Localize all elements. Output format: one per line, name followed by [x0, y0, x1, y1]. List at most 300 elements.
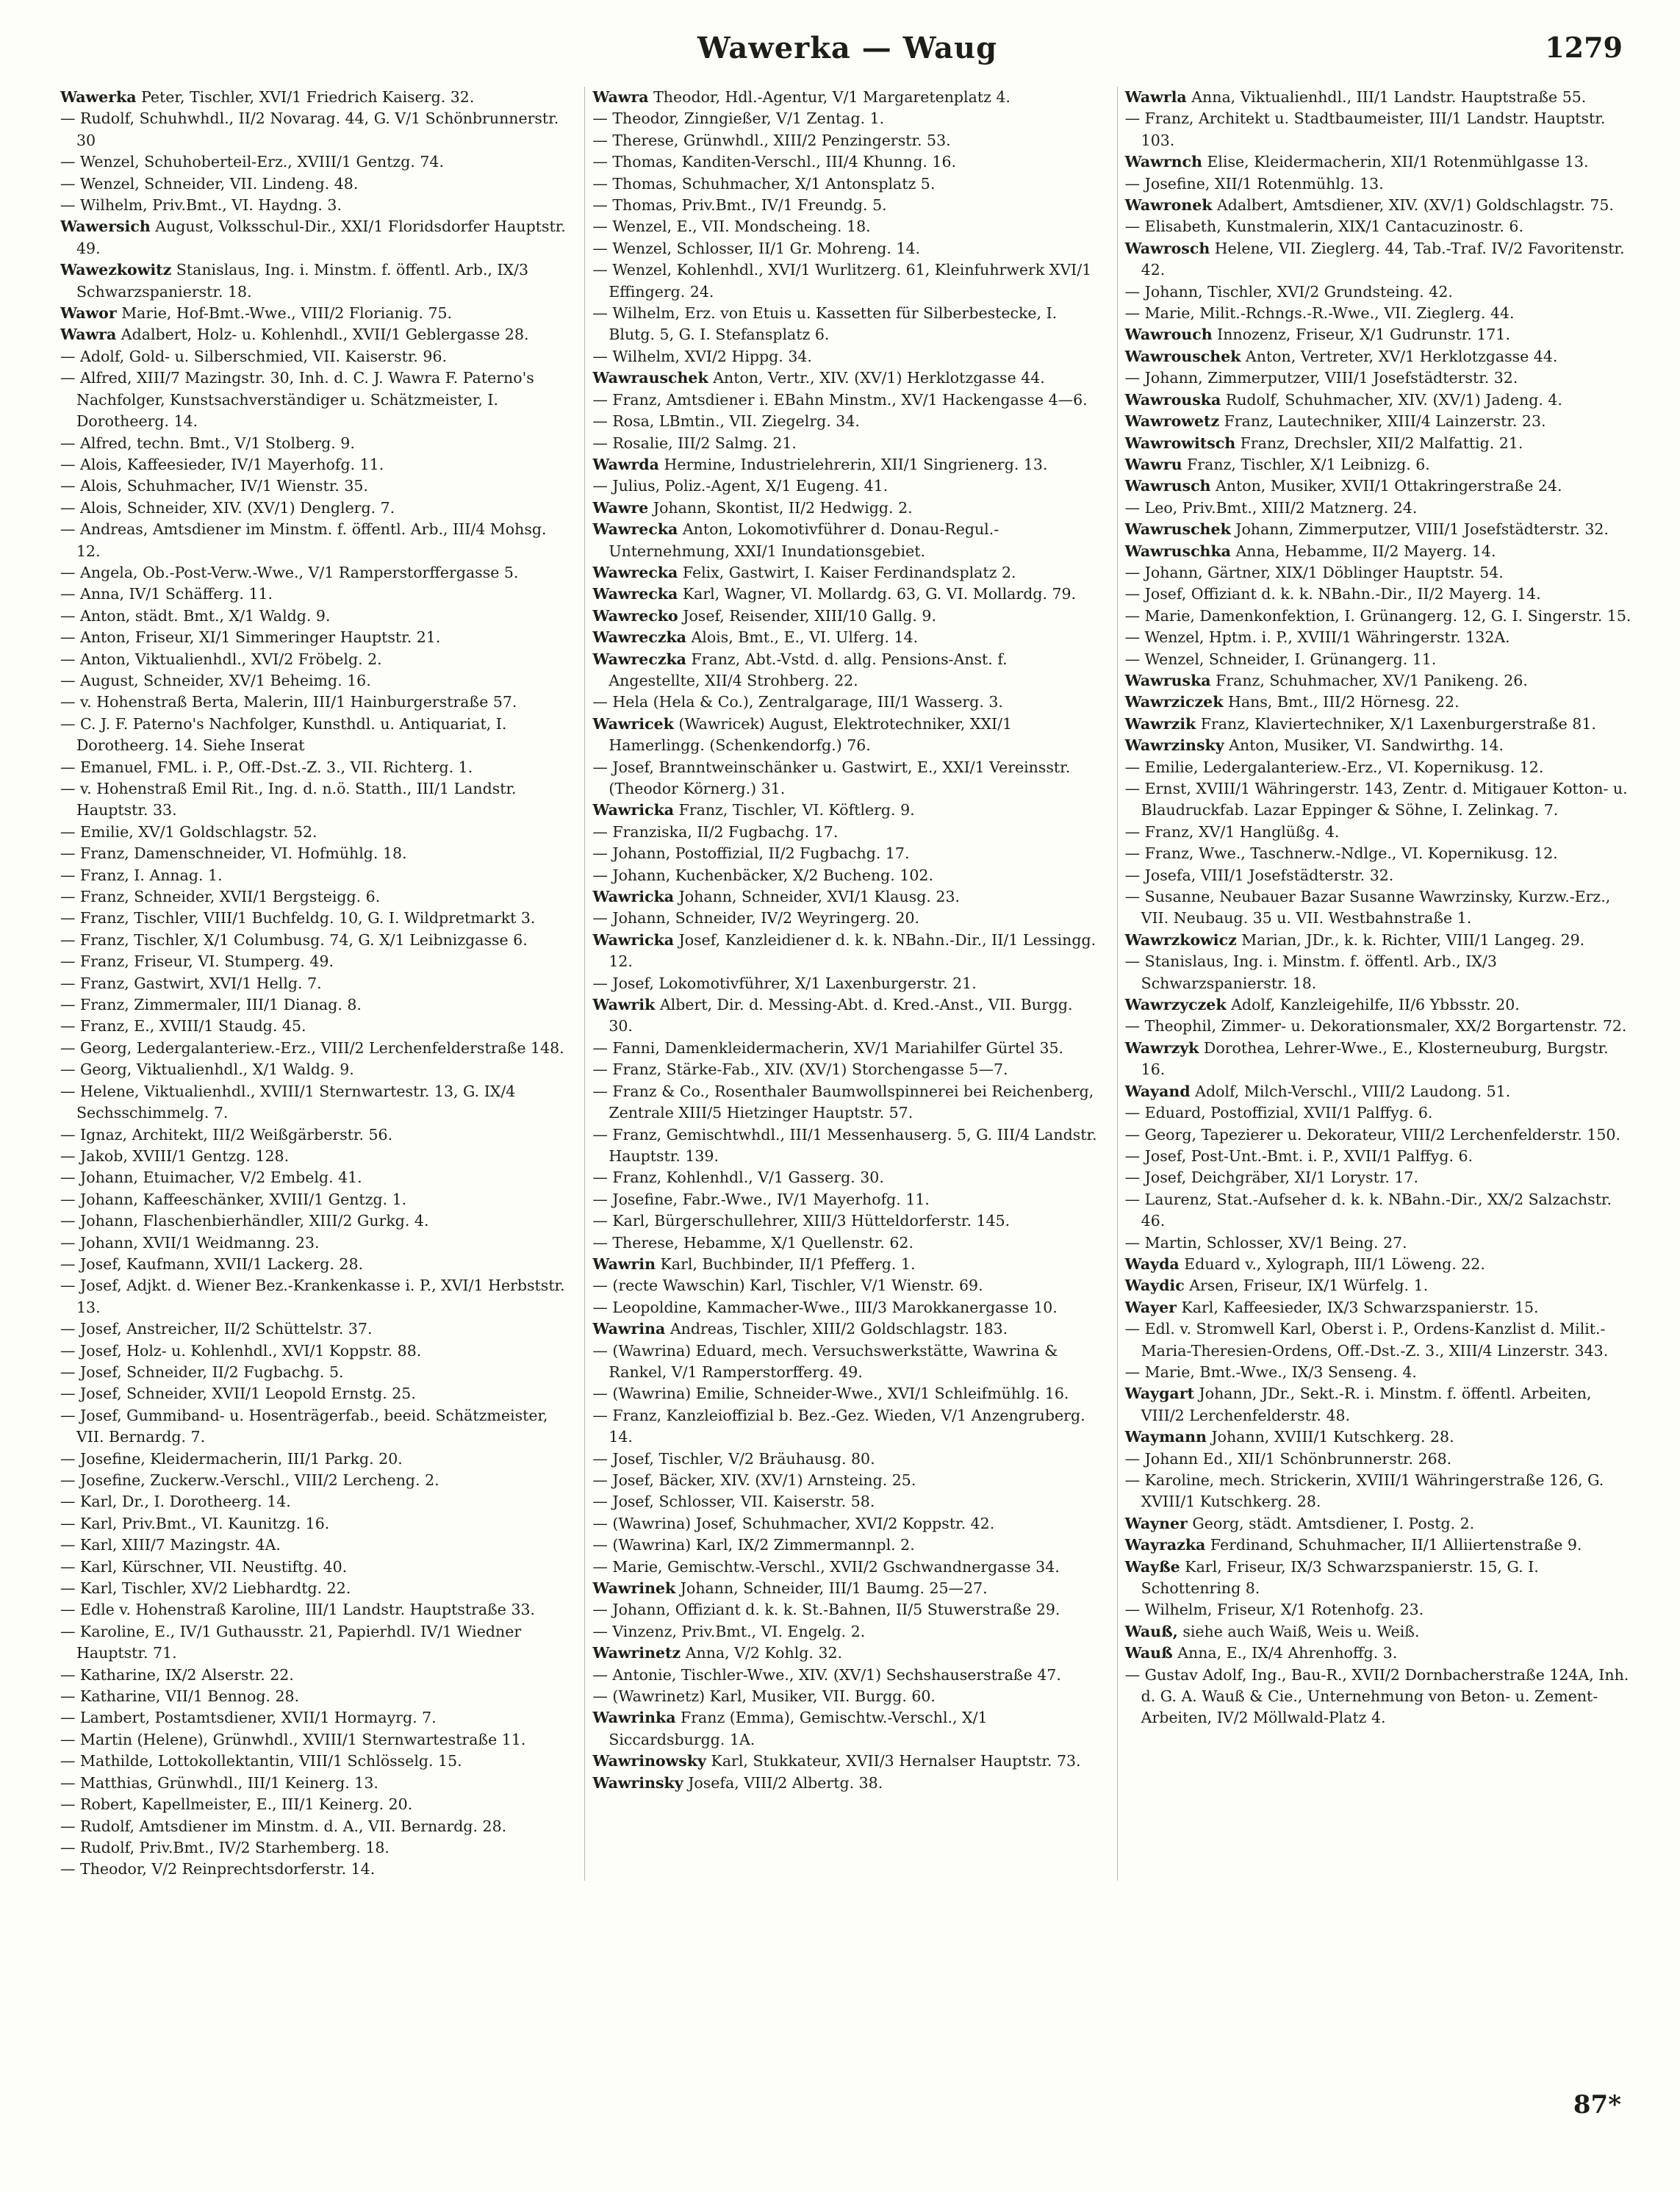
directory-entry	[60, 562, 568, 584]
entry-details: — August, Schneider, XV/1 Beheimg. 16.	[60, 671, 371, 689]
directory-entry	[1125, 1470, 1633, 1513]
entry-surname: Wauß,	[1124, 1622, 1178, 1640]
entry-details: — Anton, Viktualienhdl., XVI/2 Fröbelg. 2.	[60, 650, 382, 668]
directory-entry	[592, 606, 1100, 627]
directory-entry	[60, 1665, 568, 1686]
directory-entry	[60, 1016, 568, 1037]
entry-details: — Franz & Co., Rosenthaler Baumwollspinnerei bei Reichenberg, Zentrale XIII/5 Hietzinger Hauptstr. 57.	[592, 1082, 1094, 1122]
directory-entry	[60, 1210, 568, 1232]
entry-details: — C. J. F. Paterno's Nachfolger, Kunsthdl. u. Antiquariat, I. Dorotheerg. 14. Siehe Inserat	[60, 714, 507, 755]
entry-details: Franz, Drechsler, XII/2 Malfattig. 21.	[1240, 434, 1523, 452]
entry-details: — Rudolf, Amtsdiener im Minstm. d. A., VII. Bernardg. 28.	[60, 1817, 507, 1835]
entry-surname: Wawra	[592, 88, 649, 106]
entry-details: Peter, Tischler, XVI/1 Friedrich Kaiserg. 32.	[141, 88, 475, 106]
directory-entry	[60, 692, 568, 713]
entry-details: — Johann Ed., XII/1 Schönbrunnerstr. 268.	[1124, 1449, 1452, 1468]
directory-entry	[1125, 1643, 1633, 1664]
directory-columns	[60, 87, 1633, 1881]
entry-details: — Karl, Dr., I. Dorotheerg. 14.	[60, 1493, 291, 1511]
entry-surname: Wawrouschek	[1124, 347, 1241, 365]
entry-surname: Waymann	[1124, 1428, 1207, 1446]
entry-details: — Angela, Ob.-Post-Verw.-Wwe., V/1 Ramperstorffergasse 5.	[60, 563, 519, 581]
entry-details: — Wilhelm, Erz. von Etuis u. Kassetten für Silberbestecke, I. Blutg. 5, G. I. Stefansplatz 6.	[592, 304, 1058, 344]
entry-surname: Wawrouska	[1124, 390, 1221, 409]
entry-details: — v. Hohenstraß Emil Rit., Ing. d. n.ö. Statth., III/1 Landstr. Hauptstr. 33.	[60, 780, 517, 819]
entry-surname: Wayer	[1124, 1298, 1177, 1316]
directory-entry	[1125, 1449, 1633, 1470]
directory-entry	[1125, 87, 1633, 108]
directory-entry	[592, 498, 1100, 519]
directory-entry	[1125, 454, 1633, 475]
entry-details: Franz, Klaviertechniker, X/1 Laxenburgerstraße 81.	[1200, 714, 1596, 733]
directory-entry	[1125, 238, 1633, 281]
directory-entry	[592, 1059, 1100, 1080]
directory-entry	[60, 1859, 568, 1880]
signature-mark: 87*	[1573, 2090, 1621, 2120]
directory-entry	[60, 259, 568, 303]
entry-details: — Johann, Offiziant d. k. k. St.-Bahnen, II/5 Stuwerstraße 29.	[592, 1601, 1060, 1619]
entry-details: — Theodor, V/2 Reinprechtsdorferstr. 14.	[60, 1860, 376, 1878]
directory-entry	[1125, 951, 1633, 994]
entry-surname: Wawruschek	[1124, 520, 1231, 539]
entry-details: — Georg, Tapezierer u. Dekorateur, VIII/2 Lerchenfelderstr. 150.	[1124, 1125, 1620, 1144]
directory-entry	[592, 1275, 1100, 1296]
directory-entry	[592, 1167, 1100, 1188]
directory-entry	[1125, 475, 1633, 497]
entry-details: Josef, Kanzleidiener d. k. k. NBahn.-Dir., II/1 Lessingg. 12.	[609, 930, 1096, 971]
entry-details: Johann, Skontist, II/2 Hedwigg. 2.	[653, 498, 913, 517]
entry-surname: Waygart	[1124, 1385, 1194, 1403]
entry-details: Anna, Hebamme, II/2 Mayerg. 14.	[1235, 542, 1496, 560]
directory-entry	[60, 216, 568, 259]
entry-surname: Wawrinka	[592, 1709, 676, 1727]
directory-entry	[592, 627, 1100, 648]
directory-entry	[592, 1470, 1100, 1491]
entry-details: — Andreas, Amtsdiener im Minstm. f. öffentl. Arb., III/4 Mohsg. 12.	[60, 520, 547, 560]
entry-details: — Franz, Wwe., Taschnerw.-Ndlge., VI. Kopernikusg. 12.	[1124, 844, 1558, 863]
entry-details: — Adolf, Gold- u. Silberschmied, VII. Kaiserstr. 96.	[60, 347, 448, 365]
directory-entry	[592, 519, 1100, 562]
entry-details: Albert, Dir. d. Messing-Abt. d. Kred.-Anst., VII. Burgg. 30.	[609, 996, 1073, 1036]
entry-details: — Alfred, techn. Bmt., V/1 Stolberg. 9.	[60, 434, 355, 452]
entry-details: — Franz, Gemischtwhdl., III/1 Messenhauserg. 5, G. III/4 Landstr. Hauptstr. 139.	[592, 1125, 1097, 1165]
directory-entry	[1125, 627, 1633, 648]
directory-entry	[592, 1124, 1100, 1168]
entry-details: — Wilhelm, XVI/2 Hippg. 34.	[592, 347, 812, 365]
directory-entry	[60, 433, 568, 454]
entry-details: Ferdinand, Schuhmacher, II/1 Alliiertenstraße 9.	[1210, 1536, 1582, 1554]
entry-details: — Wenzel, Kohlenhdl., XVI/1 Wurlitzerg. 61, Kleinfuhrwerk XVI/1 Effingerg. 24.	[592, 261, 1092, 301]
entry-surname: Wawrowetz	[1124, 412, 1220, 431]
directory-entry	[1125, 994, 1633, 1016]
entry-details: — Karl, XIII/7 Mazingstr. 4A.	[60, 1536, 281, 1554]
directory-entry	[592, 865, 1100, 886]
directory-entry	[1125, 692, 1633, 713]
directory-entry	[60, 1816, 568, 1837]
entry-details: — Karl, Bürgerschullehrer, XIII/3 Hütteldorferstr. 145.	[592, 1212, 1010, 1230]
entry-details: — Franz, Tischler, X/1 Columbusg. 74, G. X/1 Leibnizgasse 6.	[60, 930, 528, 949]
entry-surname: Wauß	[1124, 1644, 1173, 1662]
directory-entry	[592, 216, 1100, 237]
directory-entry	[60, 1578, 568, 1599]
column-2	[584, 87, 1100, 1881]
directory-entry	[1125, 735, 1633, 756]
directory-entry	[60, 1470, 568, 1491]
entry-details: — Gustav Adolf, Ing., Bau-R., XVII/2 Dornbacherstraße 124A, Inh. d. G. A. Wauß & Cie., Unternehmung von Beton- u. Zement-Arbeiten, IV/2 Möllwald-Platz 4.	[1124, 1665, 1629, 1727]
directory-entry	[1125, 390, 1633, 411]
directory-entry	[592, 1210, 1100, 1232]
entry-details: — Franz, Stärke-Fab., XIV. (XV/1) Storchengasse 5—7.	[592, 1060, 1008, 1079]
entry-details: — Thomas, Kanditen-Verschl., III/4 Khunng. 16.	[592, 153, 957, 171]
entry-details: — Emilie, XV/1 Goldschlagstr. 52.	[60, 822, 317, 841]
directory-entry	[60, 346, 568, 367]
entry-details: — Franz, Kohlenhdl., V/1 Gasserg. 30.	[592, 1169, 884, 1187]
entry-details: — Franz, Damenschneider, VI. Hofmühlg. 18.	[60, 844, 407, 863]
directory-entry	[1125, 1557, 1633, 1600]
entry-details: — Franz, Friseur, VI. Stumperg. 49.	[60, 952, 334, 971]
entry-details: — Josef, Kaufmann, XVII/1 Lackerg. 28.	[60, 1255, 364, 1273]
entry-details: Franz, Schuhmacher, XV/1 Panikeng. 26.	[1216, 671, 1528, 689]
entry-details: — Eduard, Postoffizial, XVII/1 Palffyg. 6.	[1124, 1104, 1433, 1122]
entry-details: — (Wawrinetz) Karl, Musiker, VII. Burgg. 60.	[592, 1687, 936, 1706]
directory-entry	[592, 1449, 1100, 1470]
entry-details: — Thomas, Schuhmacher, X/1 Antonsplatz 5.	[592, 174, 936, 193]
directory-entry	[592, 390, 1100, 411]
entry-surname: Wawrusch	[1124, 477, 1211, 495]
entry-details: Franz (Emma), Gemischtw.-Verschl., X/1 Siccardsburgg. 1A.	[609, 1709, 988, 1748]
entry-details: — (Wawrina) Josef, Schuhmacher, XVI/2 Koppstr. 42.	[592, 1514, 995, 1532]
entry-details: — Fanni, Damenkleidermacherin, XV/1 Mariahilfer Gürtel 35.	[592, 1038, 1064, 1057]
entry-surname: Wawezkowitz	[60, 261, 172, 279]
directory-entry	[1125, 1383, 1633, 1426]
entry-details: — Marie, Bmt.-Wwe., IX/3 Senseng. 4.	[1124, 1363, 1417, 1381]
entry-surname: Wawrzyk	[1124, 1038, 1199, 1057]
entry-surname: Wawrik	[592, 996, 656, 1014]
entry-surname: Wawerka	[60, 88, 137, 106]
directory-entry	[592, 1189, 1100, 1210]
entry-details: — Marie, Damenkonfektion, I. Grünangerg. 12, G. I. Singerstr. 15.	[1124, 606, 1631, 625]
entry-details: Franz, Tischler, X/1 Leibnizg. 6.	[1187, 455, 1430, 473]
entry-details: — Josef, Schneider, XVII/1 Leopold Ernstg. 25.	[60, 1385, 416, 1403]
directory-entry	[1125, 1362, 1633, 1383]
directory-entry	[592, 1665, 1100, 1686]
directory-entry	[1125, 216, 1633, 237]
directory-entry	[592, 886, 1100, 908]
entry-surname: Wawricka	[592, 801, 675, 819]
directory-entry	[60, 1449, 568, 1470]
directory-entry	[60, 1729, 568, 1751]
directory-entry	[1125, 151, 1633, 173]
entry-details: Adolf, Milch-Verschl., VIII/2 Laudong. 51.	[1195, 1082, 1511, 1100]
directory-entry	[592, 1621, 1100, 1643]
entry-details: — Josef, Holz- u. Kohlenhdl., XVI/1 Koppstr. 88.	[60, 1341, 422, 1360]
directory-entry	[592, 973, 1100, 994]
directory-entry	[60, 1340, 568, 1362]
entry-details: — Lambert, Postamtsdiener, XVII/1 Hormayrg. 7.	[60, 1709, 437, 1727]
directory-entry	[1125, 1167, 1633, 1188]
entry-details: Helene, VII. Zieglerg. 44, Tab.-Traf. IV/2 Favoritenstr. 42.	[1141, 239, 1625, 279]
entry-details: Franz, Lautechniker, XIII/4 Lainzerstr. 23.	[1224, 412, 1546, 431]
entry-surname: Wawreczka	[592, 628, 686, 647]
entry-details: — Karl, Kürschner, VII. Neustiftg. 40.	[60, 1557, 348, 1576]
entry-details: — Theophil, Zimmer- u. Dekorationsmaler, XX/2 Borgartenstr. 72.	[1124, 1017, 1627, 1036]
entry-details: — Josef, Lokomotivführer, X/1 Laxenburgerstr. 21.	[592, 974, 977, 992]
entry-details: — Franz, Schneider, XVII/1 Bergsteigg. 6.	[60, 888, 381, 906]
entry-details: Felix, Gastwirt, I. Kaiser Ferdinandsplatz 2.	[682, 563, 1016, 581]
entry-details: — Franz, Gastwirt, XVI/1 Hellg. 7.	[60, 974, 322, 992]
entry-details: Hermine, Industrielehrerin, XII/1 Singrienerg. 13.	[664, 455, 1048, 473]
entry-surname: Wawrda	[592, 455, 659, 473]
entry-details: — Emilie, Ledergalanteriew.-Erz., VI. Kopernikusg. 12.	[1124, 758, 1544, 776]
directory-entry	[592, 1232, 1100, 1254]
directory-entry	[592, 195, 1100, 216]
entry-surname: Wawrinetz	[592, 1644, 681, 1662]
directory-entry	[60, 822, 568, 843]
directory-entry	[60, 973, 568, 994]
directory-entry	[1125, 1254, 1633, 1275]
directory-entry	[592, 562, 1100, 584]
directory-entry	[1125, 1275, 1633, 1296]
entry-details: — Martin (Helene), Grünwhdl., XVIII/1 Sternwartestraße 11.	[60, 1730, 526, 1748]
entry-details: — Josef, Branntweinschänker u. Gastwirt, E., XXI/1 Vereinsstr. (Theodor Körnerg.) 31.	[592, 758, 1071, 797]
entry-surname: Wawrziczek	[1124, 693, 1224, 711]
directory-entry	[592, 1383, 1100, 1404]
directory-entry	[60, 1707, 568, 1729]
entry-details: — Elisabeth, Kunstmalerin, XIX/1 Cantacuzinostr. 6.	[1124, 218, 1523, 236]
directory-entry	[592, 346, 1100, 367]
entry-details: Hans, Bmt., III/2 Hörnesg. 22.	[1227, 693, 1460, 711]
directory-entry	[1125, 1665, 1633, 1729]
entry-details: Marian, JDr., k. k. Richter, VIII/1 Langeg. 29.	[1241, 930, 1585, 949]
directory-entry	[1125, 1318, 1633, 1362]
directory-entry	[1125, 778, 1633, 822]
directory-entry	[592, 1254, 1100, 1275]
directory-entry	[60, 714, 568, 757]
entry-details: — Josef, Gummiband- u. Hosenträgerfab., beeid. Schätzmeister, VII. Bernardg. 7.	[60, 1406, 548, 1446]
entry-details: Eduard v., Xylograph, III/1 Löweng. 22.	[1184, 1255, 1485, 1273]
entry-details: — Georg, Viktualienhdl., X/1 Waldg. 9.	[60, 1060, 354, 1079]
entry-surname: Wawrecka	[592, 520, 678, 539]
entry-details: — Wenzel, Schneider, I. Grünangerg. 11.	[1124, 650, 1437, 668]
entry-details: — Wilhelm, Friseur, X/1 Rotenhofg. 23.	[1124, 1601, 1424, 1619]
entry-details: — Franz, Amtsdiener i. EBahn Minstm., XV/1 Hackengasse 4—6.	[592, 390, 1088, 409]
entry-surname: Wawricka	[592, 930, 675, 949]
entry-details: — Matthias, Grünwhdl., III/1 Keinerg. 13.	[60, 1773, 378, 1792]
entry-details: — (Wawrina) Emilie, Schneider-Wwe., XVI/1 Schleifmühlg. 16.	[592, 1385, 1069, 1403]
entry-details: — Johann, Tischler, XVI/2 Grundsteing. 42.	[1124, 282, 1453, 301]
entry-details: — Josef, Adjkt. d. Wiener Bez.-Krankenkasse i. P., XVI/1 Herbststr. 13.	[60, 1277, 565, 1316]
entry-details: — (Wawrina) Karl, IX/2 Zimmermannpl. 2.	[592, 1536, 915, 1554]
directory-entry	[1125, 584, 1633, 605]
directory-entry	[60, 1232, 568, 1254]
entry-details: Andreas, Tischler, XIII/2 Goldschlagstr. 183.	[670, 1320, 1008, 1338]
entry-surname: Wawreczka	[592, 650, 686, 668]
directory-entry	[1125, 1513, 1633, 1535]
entry-surname: Wayße	[1124, 1557, 1180, 1576]
directory-entry	[1125, 562, 1633, 584]
entry-surname: Wawersich	[60, 218, 151, 236]
entry-details: Stanislaus, Ing. i. Minstm. f. öffentl. Arb., IX/3 Schwarzspanierstr. 18.	[76, 261, 529, 301]
entry-details: — Robert, Kapellmeister, E., III/1 Keinerg. 20.	[60, 1795, 413, 1814]
entry-details: Alois, Bmt., E., VI. Ulferg. 14.	[691, 628, 919, 647]
directory-entry	[1125, 606, 1633, 627]
entry-details: Rudolf, Schuhmacher, XIV. (XV/1) Jadeng. 4.	[1225, 390, 1562, 409]
entry-details: Josef, Reisender, XIII/10 Gallg. 9.	[683, 606, 936, 625]
entry-details: — Josefine, Kleidermacherin, III/1 Parkg. 20.	[60, 1449, 403, 1468]
directory-entry	[60, 1621, 568, 1665]
entry-details: — Josefine, Zuckerw.-Verschl., VIII/2 Lercheng. 2.	[60, 1471, 439, 1489]
entry-details: — Karl, Tischler, XV/2 Liebhardtg. 22.	[60, 1579, 351, 1598]
entry-surname: Wawrla	[1124, 88, 1187, 106]
entry-details: — Franz, Architekt u. Stadtbaumeister, III/1 Landstr. Hauptstr. 103.	[1124, 110, 1606, 149]
entry-details: — v. Hohenstraß Berta, Malerin, III/1 Hainburgerstraße 57.	[60, 693, 517, 711]
directory-entry	[592, 930, 1100, 973]
entry-details: — Johann, Etuimacher, V/2 Embelg. 41.	[60, 1169, 362, 1187]
entry-details: — Leo, Priv.Bmt., XIII/2 Matznerg. 24.	[1124, 498, 1418, 517]
entry-details: — Katharine, VII/1 Bennog. 28.	[60, 1687, 300, 1706]
entry-details: — Alois, Kaffeesieder, IV/1 Mayerhofg. 11.	[60, 455, 384, 473]
entry-surname: Wawrin	[592, 1255, 656, 1273]
column-3	[1117, 87, 1633, 1881]
entry-details: — Josefa, VIII/1 Josefstädterstr. 32.	[1124, 866, 1394, 884]
directory-entry	[592, 151, 1100, 173]
entry-details: — Johann, Postoffizial, II/2 Fugbachg. 17.	[592, 844, 910, 863]
directory-entry	[60, 1383, 568, 1404]
entry-surname: Wawruschka	[1124, 542, 1231, 560]
entry-surname: Waydic	[1124, 1277, 1185, 1295]
entry-surname: Wawrecka	[592, 585, 678, 603]
directory-entry	[1125, 433, 1633, 454]
directory-entry	[1125, 886, 1633, 930]
directory-entry	[1125, 670, 1633, 692]
directory-entry	[60, 865, 568, 886]
entry-details: Adalbert, Holz- u. Kohlenhdl., XVII/1 Geblergasse 28.	[121, 326, 529, 344]
entry-details: Dorothea, Lehrer-Wwe., E., Klosterneuburg, Burgstr. 16.	[1141, 1038, 1609, 1079]
entry-surname: Wayrazka	[1124, 1536, 1206, 1554]
entry-surname: Wawricek	[592, 714, 674, 733]
directory-entry	[592, 259, 1100, 303]
entry-details: Josefa, VIII/2 Albertg. 38.	[688, 1773, 883, 1792]
entry-details: Karl, Buchbinder, II/1 Pfefferg. 1.	[660, 1255, 916, 1273]
entry-surname: Wawronek	[1124, 196, 1213, 215]
entry-details: Karl, Kaffeesieder, IX/3 Schwarzspanierstr. 15.	[1181, 1298, 1539, 1316]
directory-entry	[1125, 1038, 1633, 1081]
entry-details: — Laurenz, Stat.-Aufseher d. k. k. NBahn.-Dir., XX/2 Salzachstr. 46.	[1124, 1190, 1612, 1230]
entry-details: Franz, Abt.-Vstd. d. allg. Pensions-Anst. f. Angestellte, XII/4 Strohberg. 22.	[609, 650, 1008, 689]
entry-surname: Wawrzkowicz	[1124, 930, 1237, 949]
directory-entry	[60, 606, 568, 627]
entry-details: — Josefine, Fabr.-Wwe., IV/1 Mayerhofg. 11.	[592, 1190, 930, 1208]
entry-surname: Wawrzik	[1124, 714, 1196, 733]
entry-details: — Josef, Offiziant d. k. k. NBahn.-Dir., II/2 Mayerg. 14.	[1124, 585, 1541, 603]
directory-entry	[60, 1513, 568, 1535]
directory-entry	[60, 1059, 568, 1080]
entry-details: — Franz, Tischler, VIII/1 Buchfeldg. 10, G. I. Wildpretmarkt 3.	[60, 909, 536, 927]
entry-surname: Wawrouch	[1124, 326, 1213, 344]
page-number: 1279	[1545, 31, 1623, 64]
directory-entry	[592, 714, 1100, 757]
directory-entry	[60, 1794, 568, 1815]
directory-entry	[1125, 1016, 1633, 1037]
directory-entry	[60, 1557, 568, 1578]
entry-details: — Rosa, LBmtin., VII. Ziegelrg. 34.	[592, 412, 860, 431]
entry-details: — Josef, Post-Unt.-Bmt. i. P., XVII/1 Palffyg. 6.	[1124, 1146, 1473, 1165]
entry-details: Anna, E., IX/4 Ahrenhoffg. 3.	[1177, 1644, 1398, 1662]
entry-details: — Edle v. Hohenstraß Karoline, III/1 Landstr. Hauptstraße 33.	[60, 1601, 536, 1619]
entry-details: — Anton, städt. Bmt., X/1 Waldg. 9.	[60, 606, 331, 625]
directory-entry	[60, 757, 568, 778]
entry-surname: Wawrecka	[592, 563, 678, 581]
entry-details: — Josef, Anstreicher, II/2 Schüttelstr. 37.	[60, 1320, 373, 1338]
entry-surname: Wawrinek	[592, 1579, 676, 1598]
directory-entry	[592, 1557, 1100, 1578]
directory-entry	[60, 151, 568, 173]
directory-entry	[60, 1686, 568, 1707]
directory-entry	[60, 1837, 568, 1859]
directory-entry	[1125, 1102, 1633, 1124]
entry-surname: Wawrecko	[592, 606, 678, 625]
directory-entry	[592, 173, 1100, 195]
directory-entry	[1125, 346, 1633, 367]
directory-entry	[1125, 541, 1633, 562]
entry-details: Karl, Stukkateur, XVII/3 Hernalser Hauptstr. 73.	[711, 1752, 1081, 1770]
entry-details: — Leopoldine, Kammacher-Wwe., III/3 Marokkanergasse 10.	[592, 1298, 1058, 1316]
directory-entry	[60, 195, 568, 216]
directory-entry	[60, 584, 568, 605]
directory-entry	[60, 1405, 568, 1449]
directory-entry	[60, 324, 568, 345]
directory-entry	[592, 1686, 1100, 1707]
directory-entry	[60, 843, 568, 864]
directory-entry	[1125, 1621, 1633, 1643]
page-header	[59, 28, 1636, 72]
entry-details: Karl, Friseur, IX/3 Schwarzspanierstr. 15, G. I. Schottenring 8.	[1141, 1557, 1539, 1598]
page-title: Wawerka — Waug	[697, 31, 998, 65]
entry-details: — Josef, Schneider, II/2 Fugbachg. 5.	[60, 1363, 344, 1381]
entry-details: — Franz, I. Annag. 1.	[60, 866, 223, 884]
entry-details: — Antonie, Tischler-Wwe., XIV. (XV/1) Sechshauserstraße 47.	[592, 1665, 1061, 1684]
entry-details: — Ignaz, Architekt, III/2 Weißgärberstr. 56.	[60, 1125, 393, 1144]
directory-entry	[592, 475, 1100, 497]
entry-details: Anton, Musiker, VI. Sandwirthg. 14.	[1229, 736, 1504, 755]
entry-surname: Wawru	[1124, 455, 1182, 473]
entry-details: August, Volksschul-Dir., XXI/1 Floridsdorfer Hauptstr. 49.	[76, 218, 566, 257]
entry-details: — Karoline, mech. Strickerin, XVIII/1 Währingerstraße 126, G. XVIII/1 Kutschkerg. 28.	[1124, 1471, 1604, 1511]
directory-entry	[60, 951, 568, 972]
directory-entry	[1125, 1535, 1633, 1556]
entry-details: — Therese, Grünwhdl., XIII/2 Penzingerstr. 53.	[592, 131, 951, 149]
directory-entry	[1125, 1189, 1633, 1232]
entry-details: Johann, Schneider, III/1 Baumg. 25—27.	[680, 1579, 988, 1598]
entry-details: — Susanne, Neubauer Bazar Susanne Wawrzinsky, Kurzw.-Erz., VII. Neubaug. 35 u. VII. Westbahnstraße 1.	[1124, 888, 1611, 927]
entry-surname: Wayand	[1124, 1082, 1191, 1100]
directory-entry	[592, 692, 1100, 713]
directory-entry	[592, 454, 1100, 475]
entry-details: Adolf, Kanzleigehilfe, II/6 Ybbsstr. 20.	[1231, 996, 1520, 1014]
directory-entry	[592, 87, 1100, 108]
entry-details: — Georg, Ledergalanteriew.-Erz., VIII/2 Lerchenfelderstraße 148.	[60, 1038, 564, 1057]
entry-details: — Thomas, Priv.Bmt., IV/1 Freundg. 5.	[592, 196, 887, 215]
entry-details: Anton, Vertreter, XV/1 Herklotzgasse 44.	[1245, 347, 1558, 365]
entry-details: — Franziska, II/2 Fugbachg. 17.	[592, 822, 839, 841]
entry-details: Arsen, Friseur, IX/1 Würfelg. 1.	[1189, 1277, 1429, 1295]
entry-details: Anton, Musiker, XVII/1 Ottakringerstraße 24.	[1216, 477, 1562, 495]
directory-entry	[60, 519, 568, 562]
directory-entry	[60, 1146, 568, 1167]
entry-details: — Ernst, XVIII/1 Währingerstr. 143, Zentr. d. Mitigauer Kotton- u. Blaudruckfab. Lazar Eppinger & Söhne, I. Zelinkag. 7.	[1124, 780, 1628, 819]
entry-details: — Emanuel, FML. i. P., Off.-Dst.-Z. 3., VII. Richterg. 1.	[60, 758, 473, 776]
entry-details: — Johann, Schneider, IV/2 Weyringerg. 20.	[592, 909, 920, 927]
